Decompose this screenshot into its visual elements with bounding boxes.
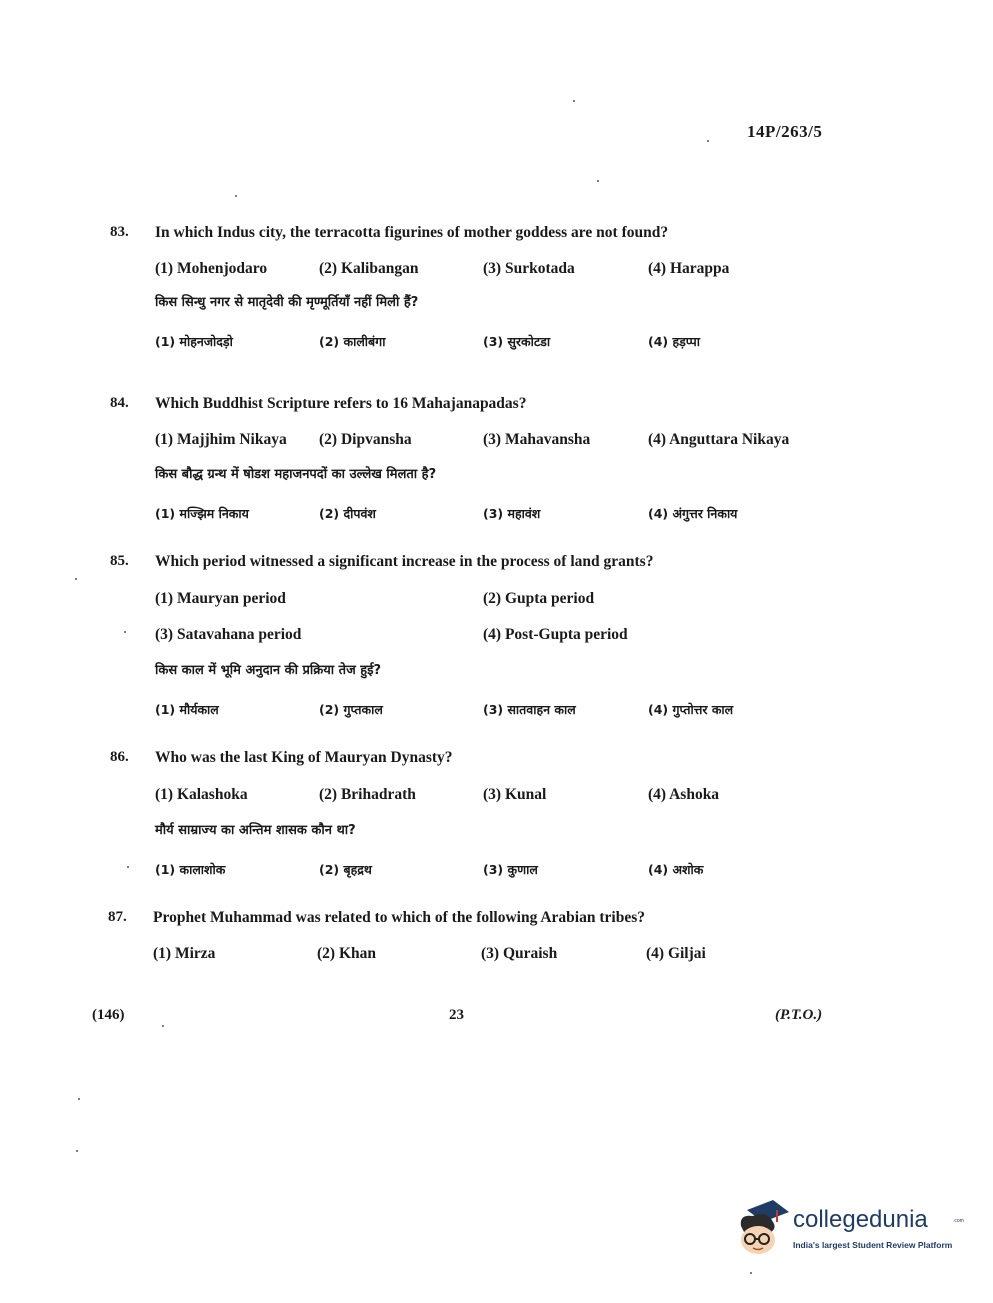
question-text: Prophet Muhammad was related to which of the following Arabian tribes? — [153, 909, 645, 926]
option-hindi: (2) बृहद्रथ — [319, 862, 372, 877]
collegedunia-watermark — [733, 1196, 963, 1266]
option-hindi: (3) सातवाहन काल — [483, 702, 576, 717]
page-number: 23 — [449, 1007, 464, 1023]
option: (1) Kalashoka — [155, 786, 248, 803]
question-number: 85. — [110, 553, 129, 569]
brand-name: collegedunia — [793, 1206, 928, 1233]
option: (1) Mohenjodaro — [155, 260, 268, 277]
question-text: Which period witnessed a significant increase in the process of land grants? — [155, 553, 654, 570]
question-text-hindi: मौर्य साम्राज्य का अन्तिम शासक कौन था? — [155, 823, 356, 838]
question-text-hindi: किस काल में भूमि अनुदान की प्रक्रिया तेज हुई? — [155, 663, 382, 678]
set-code: (146) — [92, 1007, 125, 1023]
question-text-hindi: किस बौद्ध ग्रन्थ में षोडश महाजनपदों का उल्लेख मिलता है? — [155, 467, 437, 482]
option-hindi: (1) मज्झिम निकाय — [155, 506, 249, 521]
option-hindi: (1) मौर्यकाल — [155, 702, 219, 717]
option: (4) Post-Gupta period — [483, 626, 628, 643]
paper-code: 14P/263/5 — [747, 122, 823, 141]
option: (2) Khan — [317, 945, 376, 962]
option: (4) Harappa — [648, 260, 730, 277]
option: (2) Brihadrath — [319, 786, 416, 803]
option: (3) Satavahana period — [155, 626, 302, 643]
brand-tagline: India's largest Student Review Platform — [793, 1240, 953, 1250]
pto-label: (P.T.O.) — [775, 1007, 823, 1023]
option-hindi: (2) दीपवंश — [319, 506, 376, 521]
option: (3) Mahavansha — [483, 431, 591, 448]
option: (3) Quraish — [481, 945, 558, 962]
option-hindi: (2) गुप्तकाल — [319, 702, 383, 717]
option-hindi: (2) कालीबंगा — [319, 334, 386, 349]
brand-domain: .com — [953, 1218, 964, 1224]
question-text-hindi: किस सिन्धु नगर से मातृदेवी की मृण्मूर्तियाँ नहीं मिली हैं? — [155, 295, 419, 310]
option-hindi: (4) अंगुत्तर निकाय — [648, 506, 738, 521]
option: (4) Giljai — [646, 945, 706, 962]
option-hindi: (4) गुप्तोत्तर काल — [648, 702, 734, 717]
option: (2) Kalibangan — [319, 260, 419, 277]
question-text: In which Indus city, the terracotta figurines of mother goddess are not found? — [155, 224, 669, 241]
option: (3) Kunal — [483, 786, 547, 803]
student-mascot-icon — [733, 1196, 791, 1258]
option: (1) Mirza — [153, 945, 216, 962]
question-number: 87. — [108, 909, 127, 925]
option: (4) Anguttara Nikaya — [648, 431, 790, 448]
option: (2) Gupta period — [483, 590, 595, 607]
question-text: Which Buddhist Scripture refers to 16 Mahajanapadas? — [155, 395, 527, 412]
question-number: 84. — [110, 395, 129, 411]
option: (1) Mauryan period — [155, 590, 286, 607]
option-hindi: (3) सुरकोटडा — [483, 334, 551, 349]
option-hindi: (4) हड़प्पा — [648, 334, 700, 349]
option: (4) Ashoka — [648, 786, 720, 803]
question-number: 83. — [110, 224, 129, 240]
option: (3) Surkotada — [483, 260, 575, 277]
option-hindi: (1) कालाशोक — [155, 862, 226, 877]
question-text: Who was the last King of Mauryan Dynasty? — [155, 749, 453, 766]
option: (2) Dipvansha — [319, 431, 412, 448]
option: (1) Majjhim Nikaya — [155, 431, 287, 448]
option-hindi: (3) महावंश — [483, 506, 541, 521]
question-number: 86. — [110, 749, 129, 765]
option-hindi: (1) मोहनजोदड़ो — [155, 334, 233, 349]
option-hindi: (3) कुणाल — [483, 862, 538, 877]
option-hindi: (4) अशोक — [648, 862, 704, 877]
